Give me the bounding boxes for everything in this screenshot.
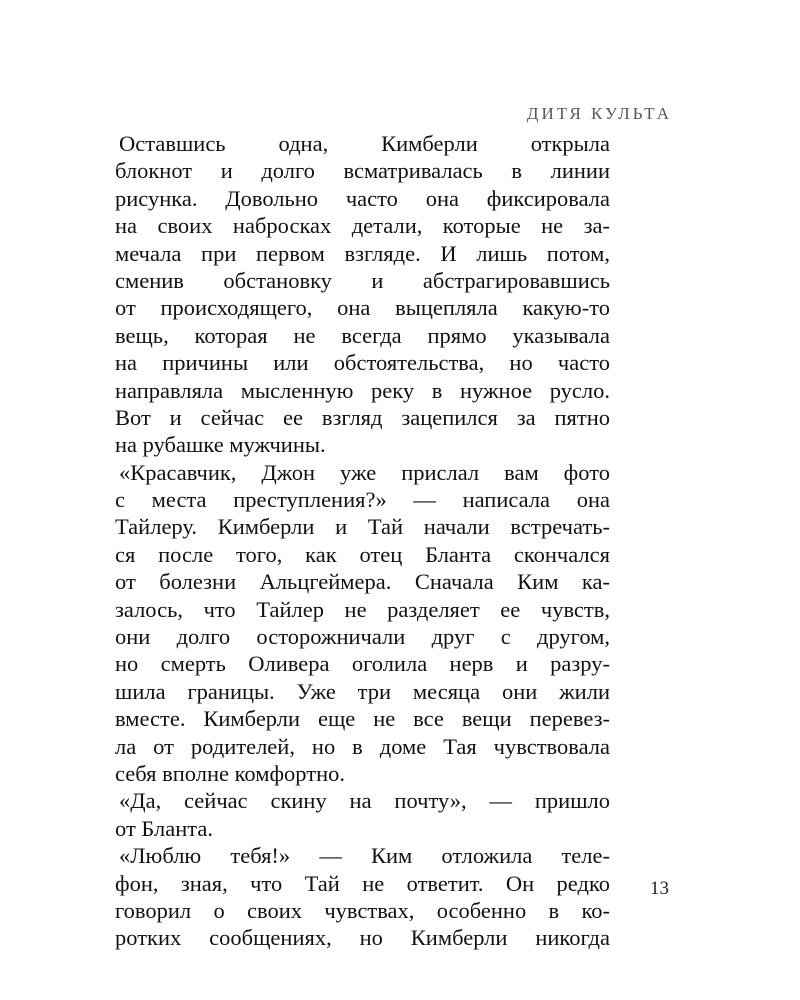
text-line: они долго осторожничали друг с другом, [115, 624, 610, 650]
text-line: от Бланта. [115, 815, 214, 841]
text-line: ся после того, как отец Бланта скончался [115, 541, 610, 567]
text-line: на своих набросках детали, которые не за- [115, 213, 610, 239]
running-head: ДИТЯ КУЛЬТА [526, 104, 672, 123]
text-line: Тайлеру. Кимберли и Тай начали встречать- [115, 514, 610, 540]
text-line: «Да, сейчас скину на почту», — пришло [119, 788, 610, 814]
text-line: ла от родителей, но в доме Тая чувствовала [115, 733, 610, 759]
text-line: «Красавчик, Джон уже прислал вам фото [119, 459, 610, 485]
text-line: от болезни Альцгеймера. Сначала Ким ка- [115, 569, 610, 595]
text-line: фон, зная, что Тай не ответит. Он редко [115, 870, 610, 896]
text-line: рисунка. Довольно часто она фиксировала [115, 185, 610, 211]
text-line: с места преступления?» — написала она [115, 487, 610, 513]
text-line: вместе. Кимберли еще не все вещи перевез- [115, 706, 610, 732]
text-line: от происходящего, она выцепляла какую-то [115, 295, 610, 321]
text-line: мечала при первом взгляде. И лишь потом, [115, 240, 610, 266]
text-line: на причины или обстоятельства, но часто [115, 350, 610, 376]
text-line: «Люблю тебя!» — Ким отложила теле- [119, 843, 610, 869]
text-line: на рубашке мужчины. [115, 432, 326, 458]
text-line: залось, что Тайлер не разделяет ее чувств, [115, 596, 610, 622]
text-line: ротких сообщениях, но Кимберли никогда [115, 925, 610, 951]
text-line: себя вполне комфортно. [115, 760, 345, 786]
page-number: 13 [650, 878, 669, 899]
text-line: шила границы. Уже три месяца они жили [115, 678, 610, 704]
body-text [115, 130, 610, 952]
text-line: Вот и сейчас ее взгляд зацепился за пятно [115, 404, 610, 430]
text-line: направляла мысленную реку в нужное русло. [115, 377, 610, 403]
text-line: сменив обстановку и абстрагировавшись [115, 267, 610, 293]
text-line: вещь, которая не всегда прямо указывала [115, 322, 610, 348]
text-line: блокнот и долго всматривалась в линии [115, 158, 610, 184]
text-line: но смерть Оливера оголила нерв и разру- [115, 651, 610, 677]
text-line: Оставшись одна, Кимберли открыла [119, 131, 610, 156]
text-line: говорил о своих чувствах, особенно в ко- [115, 897, 610, 923]
